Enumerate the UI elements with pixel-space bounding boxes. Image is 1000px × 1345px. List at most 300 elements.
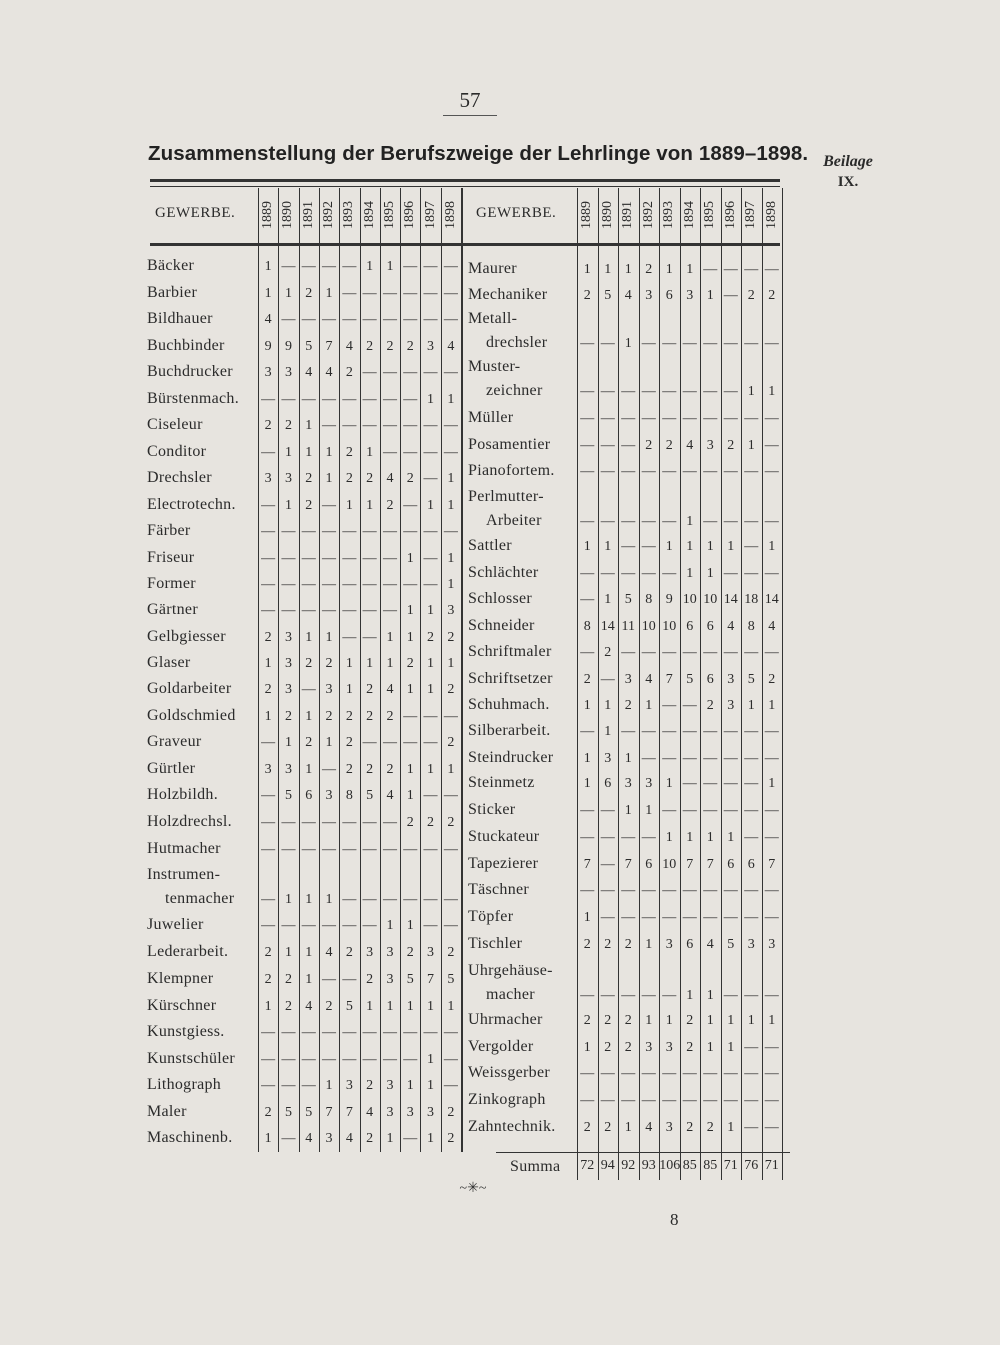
left-cell: —: [281, 1052, 296, 1067]
summa-col-line: [598, 1152, 599, 1180]
right-cell: —: [703, 883, 718, 898]
left-row-name: Maschinenb.: [147, 1129, 233, 1146]
left-cell: 3: [366, 945, 374, 960]
right-cell: 6: [665, 288, 673, 303]
right-cell: 2: [583, 937, 591, 952]
right-cell: —: [641, 384, 656, 399]
left-cell: —: [423, 418, 438, 433]
right-cell: 2: [604, 1040, 612, 1055]
right-cell: —: [662, 384, 677, 399]
right-cell: —: [662, 514, 677, 529]
left-cell: 3: [284, 762, 292, 777]
left-cell: 1: [386, 918, 394, 933]
left-cell: —: [362, 630, 377, 645]
left-cell: 1: [305, 709, 313, 724]
left-cell: 2: [447, 630, 455, 645]
right-row-name: Sattler: [468, 537, 512, 554]
left-row-name: Bildhauer: [147, 310, 213, 327]
right-cell: 1: [727, 1120, 735, 1135]
right-cell: 3: [665, 1120, 673, 1135]
left-cell: 2: [345, 365, 353, 380]
right-cell: —: [764, 988, 779, 1003]
left-cell: —: [261, 551, 276, 566]
right-cell: —: [580, 1093, 595, 1108]
right-cell: —: [764, 464, 779, 479]
summa-cell: 76: [744, 1158, 759, 1173]
right-cell: 2: [604, 645, 612, 660]
left-cell: 1: [427, 1052, 435, 1067]
left-cell: 3: [386, 1105, 394, 1120]
left-cell: —: [382, 1025, 397, 1040]
right-cell: —: [682, 1093, 697, 1108]
right-cell: —: [600, 1093, 615, 1108]
right-year-header: 1893: [661, 201, 677, 229]
left-cell: —: [261, 788, 276, 803]
left-cell: 1: [447, 999, 455, 1014]
left-cell: —: [281, 603, 296, 618]
left-row-name: Instrumen-: [147, 866, 221, 883]
left-row-name: Gürtler: [147, 760, 196, 777]
right-cell: —: [621, 724, 636, 739]
right-cell: 4: [686, 438, 694, 453]
right-row-name: Posamentier: [468, 436, 551, 453]
right-col-line: [598, 188, 599, 1152]
right-cell: 1: [583, 262, 591, 277]
left-cell: —: [261, 445, 276, 460]
top-rule-thin: [150, 186, 780, 187]
left-cell: —: [261, 918, 276, 933]
left-cell: 3: [284, 682, 292, 697]
right-cell: 3: [624, 776, 632, 791]
left-cell: 1: [406, 682, 414, 697]
left-cell: 1: [386, 259, 394, 274]
left-row-name: Holzbildh.: [147, 786, 218, 803]
summa-cell: 94: [600, 1158, 615, 1173]
left-col-line: [258, 188, 259, 1152]
left-cell: —: [322, 815, 337, 830]
right-cell: —: [764, 724, 779, 739]
right-gewerbe-header: GEWERBE.: [476, 205, 557, 221]
left-cell: —: [261, 1052, 276, 1067]
left-cell: 4: [305, 1131, 313, 1146]
left-cell: —: [443, 259, 458, 274]
right-cell: 14: [723, 592, 738, 607]
left-row-name: Electrotechn.: [147, 496, 236, 513]
left-cell: 3: [386, 972, 394, 987]
right-cell: —: [764, 411, 779, 426]
right-cell: —: [641, 539, 656, 554]
left-cell: —: [423, 365, 438, 380]
right-cell: 1: [645, 803, 653, 818]
left-cell: 2: [325, 999, 333, 1014]
right-cell: 2: [604, 937, 612, 952]
right-cell: —: [723, 776, 738, 791]
right-cell: —: [703, 803, 718, 818]
left-cell: —: [342, 286, 357, 301]
left-row-name: Gärtner: [147, 601, 198, 618]
left-row-name: Kürschner: [147, 997, 217, 1014]
right-cell: 1: [686, 566, 694, 581]
right-cell: 1: [747, 384, 755, 399]
right-col-line: [741, 188, 742, 1152]
summa-col-line: [762, 1152, 763, 1180]
right-year-header: 1896: [722, 201, 738, 229]
left-cell: 3: [264, 365, 272, 380]
right-cell: 3: [645, 776, 653, 791]
right-row-name: Weissgerber: [468, 1064, 550, 1081]
left-cell: 4: [325, 365, 333, 380]
right-cell: —: [662, 910, 677, 925]
right-cell: 2: [583, 1013, 591, 1028]
right-cell: —: [641, 883, 656, 898]
right-row-name: zeichner: [486, 382, 543, 399]
left-cell: —: [382, 392, 397, 407]
right-cell: —: [641, 988, 656, 1003]
left-cell: —: [403, 365, 418, 380]
right-cell: —: [764, 830, 779, 845]
right-cell: —: [662, 336, 677, 351]
right-cell: 1: [768, 1013, 776, 1028]
right-cell: 1: [583, 1040, 591, 1055]
left-cell: 2: [366, 762, 374, 777]
left-cell: 1: [447, 551, 455, 566]
right-cell: 1: [645, 1013, 653, 1028]
left-cell: 1: [264, 259, 272, 274]
right-cell: —: [703, 776, 718, 791]
left-cell: 1: [305, 445, 313, 460]
left-cell: 2: [284, 972, 292, 987]
right-cell: —: [580, 514, 595, 529]
right-cell: 1: [624, 1120, 632, 1135]
left-row-name: Barbier: [147, 284, 198, 301]
left-cell: 3: [406, 1105, 414, 1120]
left-cell: —: [382, 551, 397, 566]
right-cell: —: [621, 438, 636, 453]
right-cell: —: [682, 724, 697, 739]
left-cell: 2: [406, 656, 414, 671]
left-cell: 5: [305, 339, 313, 354]
right-col-line: [577, 188, 578, 1152]
right-cell: 11: [621, 619, 635, 634]
left-cell: 2: [264, 945, 272, 960]
left-cell: 3: [325, 682, 333, 697]
left-cell: 2: [447, 815, 455, 830]
left-cell: 2: [386, 498, 394, 513]
right-cell: 2: [768, 288, 776, 303]
left-cell: 7: [325, 339, 333, 354]
right-cell: —: [723, 464, 738, 479]
right-cell: 1: [583, 751, 591, 766]
left-cell: —: [403, 577, 418, 592]
right-row-name: Zinkograph: [468, 1091, 546, 1108]
right-cell: —: [621, 514, 636, 529]
right-cell: 2: [583, 288, 591, 303]
left-cell: —: [342, 524, 357, 539]
right-cell: 3: [727, 698, 735, 713]
left-cell: 2: [406, 339, 414, 354]
left-cell: —: [423, 551, 438, 566]
left-cell: —: [342, 418, 357, 433]
right-cell: —: [744, 645, 759, 660]
right-cell: —: [744, 1093, 759, 1108]
right-cell: 2: [604, 1120, 612, 1135]
left-cell: 2: [264, 972, 272, 987]
right-cell: —: [621, 566, 636, 581]
right-cell: 1: [768, 698, 776, 713]
left-cell: 1: [406, 918, 414, 933]
right-cell: —: [600, 1066, 615, 1081]
left-cell: 2: [264, 418, 272, 433]
left-cell: —: [362, 551, 377, 566]
left-year-header: 1894: [361, 201, 377, 229]
right-cell: —: [662, 803, 677, 818]
left-cell: 2: [447, 682, 455, 697]
left-cell: —: [342, 815, 357, 830]
left-cell: —: [362, 392, 377, 407]
summa-cell: 72: [580, 1158, 595, 1173]
right-row-name: Silberarbeit.: [468, 722, 551, 739]
right-cell: —: [723, 1093, 738, 1108]
right-col-line: [721, 188, 722, 1152]
left-cell: —: [281, 1131, 296, 1146]
right-cell: 10: [703, 592, 718, 607]
left-cell: —: [261, 1025, 276, 1040]
right-cell: 14: [764, 592, 779, 607]
left-cell: —: [322, 842, 337, 857]
left-cell: —: [342, 392, 357, 407]
right-cell: 1: [624, 803, 632, 818]
left-cell: 1: [406, 630, 414, 645]
right-cell: —: [744, 539, 759, 554]
right-cell: —: [600, 857, 615, 872]
left-row-name: Kunstgiess.: [147, 1023, 225, 1040]
left-row-name: Juwelier: [147, 916, 204, 933]
left-cell: 1: [447, 656, 455, 671]
left-cell: —: [322, 498, 337, 513]
left-cell: —: [382, 815, 397, 830]
left-cell: —: [443, 365, 458, 380]
right-cell: 1: [706, 288, 714, 303]
right-cell: —: [764, 645, 779, 660]
left-cell: 1: [406, 551, 414, 566]
right-cell: —: [682, 464, 697, 479]
right-cell: 1: [604, 592, 612, 607]
beilage-label: [808, 152, 888, 192]
right-col-line: [700, 188, 701, 1152]
right-col-line: [782, 188, 783, 1152]
beilage-word: Beilage: [823, 153, 873, 170]
left-cell: 1: [427, 603, 435, 618]
left-cell: —: [322, 1025, 337, 1040]
left-cell: 2: [386, 762, 394, 777]
left-cell: 7: [325, 1105, 333, 1120]
summa-col-line: [618, 1152, 619, 1180]
left-cell: 4: [264, 312, 272, 327]
right-row-name: Schneider: [468, 617, 535, 634]
right-cell: —: [662, 411, 677, 426]
right-cell: 1: [624, 336, 632, 351]
left-row-name: Färber: [147, 522, 191, 539]
right-cell: 14: [600, 619, 615, 634]
right-cell: —: [662, 751, 677, 766]
left-cell: 1: [447, 392, 455, 407]
left-cell: —: [362, 524, 377, 539]
left-cell: 2: [447, 1105, 455, 1120]
left-cell: —: [443, 312, 458, 327]
left-cell: 1: [447, 577, 455, 592]
right-cell: —: [662, 724, 677, 739]
left-cell: —: [403, 445, 418, 460]
left-cell: —: [403, 1025, 418, 1040]
right-cell: 7: [624, 857, 632, 872]
summa-col-line: [741, 1152, 742, 1180]
right-cell: —: [764, 1066, 779, 1081]
left-cell: 1: [325, 286, 333, 301]
left-cell: 4: [386, 471, 394, 486]
left-cell: 1: [305, 945, 313, 960]
right-cell: —: [621, 464, 636, 479]
left-cell: —: [342, 551, 357, 566]
right-cell: 2: [706, 698, 714, 713]
left-cell: —: [423, 788, 438, 803]
right-cell: —: [600, 438, 615, 453]
left-cell: 2: [366, 1078, 374, 1093]
left-cell: —: [423, 524, 438, 539]
right-cell: —: [580, 592, 595, 607]
right-cell: —: [744, 1120, 759, 1135]
right-cell: —: [744, 776, 759, 791]
right-cell: —: [621, 830, 636, 845]
left-cell: 2: [427, 815, 435, 830]
right-cell: 1: [727, 1040, 735, 1055]
right-cell: —: [703, 1066, 718, 1081]
right-cell: —: [580, 724, 595, 739]
right-cell: —: [580, 464, 595, 479]
left-cell: 1: [427, 762, 435, 777]
left-cell: 1: [386, 656, 394, 671]
left-col-line: [400, 188, 401, 1152]
right-cell: —: [723, 336, 738, 351]
left-cell: —: [322, 551, 337, 566]
right-row-name: Stuckateur: [468, 828, 540, 845]
right-cell: 1: [727, 830, 735, 845]
left-cell: —: [322, 524, 337, 539]
left-cell: 2: [427, 630, 435, 645]
right-cell: 18: [744, 592, 759, 607]
left-cell: 3: [264, 471, 272, 486]
left-year-header: 1890: [280, 201, 296, 229]
left-cell: —: [423, 892, 438, 907]
left-cell: 1: [366, 259, 374, 274]
left-cell: 1: [345, 656, 353, 671]
left-row-name: Friseur: [147, 549, 195, 566]
left-cell: —: [261, 735, 276, 750]
right-cell: —: [723, 645, 738, 660]
left-cell: —: [382, 892, 397, 907]
right-cell: 4: [768, 619, 776, 634]
left-cell: —: [281, 918, 296, 933]
page-number-rule: [443, 115, 497, 116]
right-cell: 1: [747, 698, 755, 713]
right-cell: 6: [686, 619, 694, 634]
right-cell: —: [723, 288, 738, 303]
left-cell: —: [423, 445, 438, 460]
left-cell: —: [423, 312, 438, 327]
left-cell: 3: [264, 762, 272, 777]
right-cell: 1: [768, 384, 776, 399]
left-cell: —: [322, 259, 337, 274]
left-cell: —: [362, 312, 377, 327]
left-cell: —: [403, 312, 418, 327]
right-cell: —: [600, 988, 615, 1003]
left-cell: 1: [427, 392, 435, 407]
left-cell: 1: [406, 1078, 414, 1093]
header-bottom-rule: [150, 243, 780, 246]
right-cell: —: [641, 910, 656, 925]
right-cell: —: [641, 336, 656, 351]
right-year-header: 1892: [640, 201, 656, 229]
left-cell: 1: [447, 471, 455, 486]
left-row-name: tenmacher: [165, 890, 235, 907]
right-row-name: drechsler: [486, 334, 548, 351]
right-cell: —: [723, 566, 738, 581]
left-cell: 5: [305, 1105, 313, 1120]
right-cell: —: [600, 672, 615, 687]
right-cell: 1: [706, 830, 714, 845]
left-cell: —: [322, 312, 337, 327]
right-cell: —: [662, 1066, 677, 1081]
summa-cell: 71: [723, 1158, 738, 1173]
left-cell: 3: [427, 945, 435, 960]
right-cell: —: [621, 1066, 636, 1081]
right-cell: —: [682, 751, 697, 766]
right-row-name: Steindrucker: [468, 749, 554, 766]
left-row-name: Graveur: [147, 733, 202, 750]
summa-cell: 71: [764, 1158, 779, 1173]
right-row-name: Maurer: [468, 260, 517, 277]
right-row-name: Schlosser: [468, 590, 533, 607]
left-cell: 9: [284, 339, 292, 354]
left-cell: 3: [427, 339, 435, 354]
right-cell: —: [764, 566, 779, 581]
left-cell: —: [403, 259, 418, 274]
left-cell: —: [403, 709, 418, 724]
left-cell: 3: [345, 1078, 353, 1093]
left-cell: 2: [447, 945, 455, 960]
right-cell: —: [662, 645, 677, 660]
right-cell: 2: [665, 438, 673, 453]
left-col-line: [339, 188, 340, 1152]
right-year-header: 1890: [599, 201, 615, 229]
left-cell: 1: [386, 630, 394, 645]
left-cell: —: [301, 918, 316, 933]
right-col-line: [762, 188, 763, 1152]
left-cell: 1: [264, 999, 272, 1014]
left-cell: —: [261, 524, 276, 539]
left-cell: —: [382, 577, 397, 592]
left-row-name: Glaser: [147, 654, 191, 671]
left-cell: 1: [305, 972, 313, 987]
right-cell: —: [580, 438, 595, 453]
right-cell: 1: [604, 724, 612, 739]
left-cell: 2: [366, 972, 374, 987]
right-cell: —: [600, 883, 615, 898]
right-cell: —: [764, 1093, 779, 1108]
left-row-name: Drechsler: [147, 469, 212, 486]
right-cell: —: [600, 803, 615, 818]
left-cell: 4: [325, 945, 333, 960]
left-row-name: Klempner: [147, 970, 214, 987]
